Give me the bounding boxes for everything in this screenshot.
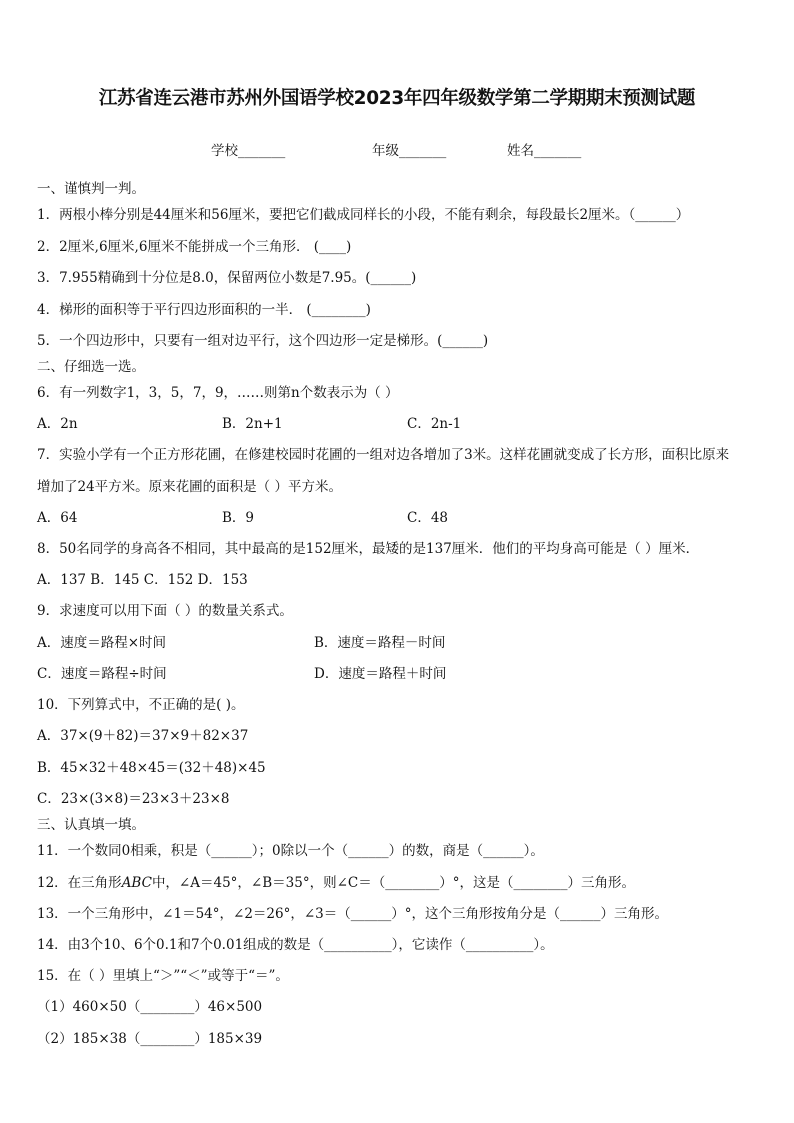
section-2-heading: 二、仔细选一选。 <box>37 359 145 375</box>
grade-field: 年级_______ <box>372 143 447 159</box>
question-5: 5．一个四边形中，只要有一组对边平行，这个四边形一定是梯形。(______) <box>37 333 489 349</box>
question-12 <box>37 874 635 892</box>
question-10-option-c: C．23×(3×8)＝23×3＋23×8 <box>37 791 230 807</box>
question-8: 8．50名同学的身高各不相同，其中最高的是152厘米，最矮的是137厘米．他们的平均身高可能是（ ）厘米． <box>37 541 700 557</box>
section-3-heading: 三、认真填一填。 <box>37 817 145 833</box>
question-14: 14．由3个10、6个0.1和7个0.01组成的数是（__________），它读作（__________）。 <box>37 937 554 953</box>
question-1: 1．两根小棒分别是44厘米和56厘米，要把它们截成同样长的小段，不能有剩余，每段最长2厘米。（______） <box>37 207 690 223</box>
question-10-option-b: B．45×32＋48×45＝(32＋48)×45 <box>37 760 266 776</box>
question-10: 10．下列算式中，不正确的是( )。 <box>37 697 245 713</box>
question-4: 4．梯形的面积等于平行四边形面积的一半． (________) <box>37 302 371 318</box>
question-11: 11．一个数同0相乘，积是（______）；0除以一个（______）的数，商是（______）。 <box>37 843 544 859</box>
question-7-option-b: B．9 <box>222 510 255 526</box>
question-12-prefix: 12．在三角形 <box>37 875 122 891</box>
question-15: 15．在（ ）里填上“＞”“＜”或等于“＝”。 <box>37 968 289 984</box>
question-6-option-c: C．2n-1 <box>407 416 462 432</box>
name-field: 姓名_______ <box>507 143 582 159</box>
question-6-option-b: B．2n+1 <box>222 416 283 432</box>
question-9: 9．求速度可以用下面（ ）的数量关系式。 <box>37 603 293 619</box>
question-15-part-1: （1）460×50（________）46×500 <box>37 999 263 1015</box>
question-8-options: A．137 B．145 C．152 D．153 <box>37 572 248 588</box>
question-9-option-d: D．速度＝路程＋时间 <box>314 666 447 682</box>
question-7-line-2: 增加了24平方米。原来花圃的面积是（ ）平方米。 <box>37 479 342 495</box>
question-3: 3．7.955精确到十分位是8.0，保留两位小数是7.95。(______) <box>37 270 417 286</box>
question-10-option-a: A．37×(9＋82)＝37×9＋82×37 <box>37 728 249 744</box>
question-7-option-c: C．48 <box>407 510 449 526</box>
page-title: 江苏省连云港市苏州外国语学校2023年四年级数学第二学期期末预测试题 <box>98 88 696 109</box>
question-2: 2．2厘米,6厘米,6厘米不能拼成一个三角形． (____) <box>37 239 352 255</box>
question-9-option-b: B．速度＝路程－时间 <box>314 635 446 651</box>
question-13: 13．一个三角形中，∠1＝54°，∠2＝26°，∠3＝（______）°，这个三角形按角分是（______）三角形。 <box>37 906 668 922</box>
question-9-option-a: A．速度＝路程×时间 <box>37 635 167 651</box>
question-15-part-2: （2）185×38（________）185×39 <box>37 1031 263 1047</box>
triangle-name: ABC <box>121 875 152 891</box>
question-6-option-a: A．2n <box>37 416 78 432</box>
question-6: 6．有一列数字1，3，5，7，9，……则第n个数表示为（ ） <box>37 385 399 401</box>
question-12-rest: 中，∠A＝45°，∠B＝35°，则∠C＝（________）°，这是（________）三角形。 <box>151 875 635 891</box>
question-7-line-1: 7．实验小学有一个正方形花圃，在修建校园时花圃的一组对边各增加了3米。这样花圃就变成了长方形，面积比原来 <box>37 447 730 463</box>
section-1-heading: 一、谨慎判一判。 <box>37 181 145 197</box>
question-7-option-a: A．64 <box>37 510 78 526</box>
question-9-option-c: C．速度＝路程÷时间 <box>37 666 167 682</box>
school-field: 学校_______ <box>211 143 286 159</box>
